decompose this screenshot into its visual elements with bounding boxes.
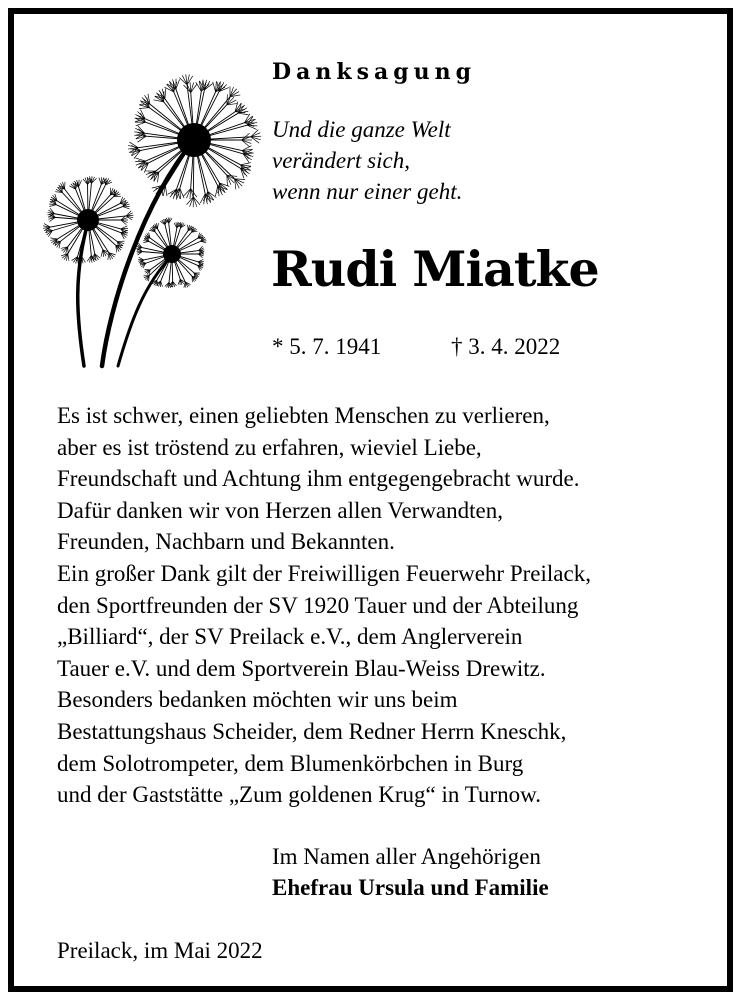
quote-line-2: verändert sich, [272, 148, 410, 173]
place-date: Preilack, im Mai 2022 [57, 938, 263, 963]
body-line: Freunden, Nachbarn und Bekannten. [57, 529, 395, 555]
heading: Danksagung [272, 59, 476, 85]
body-line: den Sportfreunden der SV 1920 Tauer und der Abteilung [57, 592, 579, 618]
body-line: aber es ist tröstend zu erfahren, wieviel Liebe, [57, 434, 482, 460]
body-line: „Billiard“, der SV Preilack e.V., dem Anglerverein [57, 624, 523, 650]
quote-line-1: Und die ganze Welt [272, 117, 451, 142]
quote-line-3: wenn nur einer geht. [272, 179, 463, 204]
body-line: und der Gaststätte „Zum goldenen Krug“ in Turnow. [57, 782, 541, 808]
quote [272, 114, 462, 207]
body-line: dem Solotrompeter, dem Blumenkörbchen in Burg [57, 750, 524, 776]
body-line: Bestattungshaus Scheider, dem Redner Herrn Kneschk, [57, 718, 567, 744]
birth-date: * 5. 7. 1941 [272, 334, 382, 359]
body-line: Ein großer Dank gilt der Freiwilligen Feuerwehr Preilack, [57, 560, 591, 586]
body-text [57, 400, 591, 811]
dandelion-illustration-icon [32, 54, 272, 384]
death-date: † 3. 4. 2022 [451, 334, 561, 359]
signature-line: Im Namen aller Angehörigen [272, 844, 541, 869]
signature-names: Ehefrau Ursula und Familie [272, 875, 549, 900]
body-line: Es ist schwer, einen geliebten Menschen zu verlieren, [57, 403, 550, 428]
body-line: Tauer e.V. und dem Sportverein Blau-Weiss Drewitz. [57, 655, 546, 681]
deceased-name: Rudi Miatke [271, 240, 599, 298]
body-line: Dafür danken wir von Herzen allen Verwandten, [57, 497, 503, 523]
obituary-notice [8, 8, 733, 992]
body-line: Freundschaft und Achtung ihm entgegengebracht wurde. [57, 466, 580, 492]
body-line: Besonders bedanken möchten wir uns beim [57, 687, 458, 713]
